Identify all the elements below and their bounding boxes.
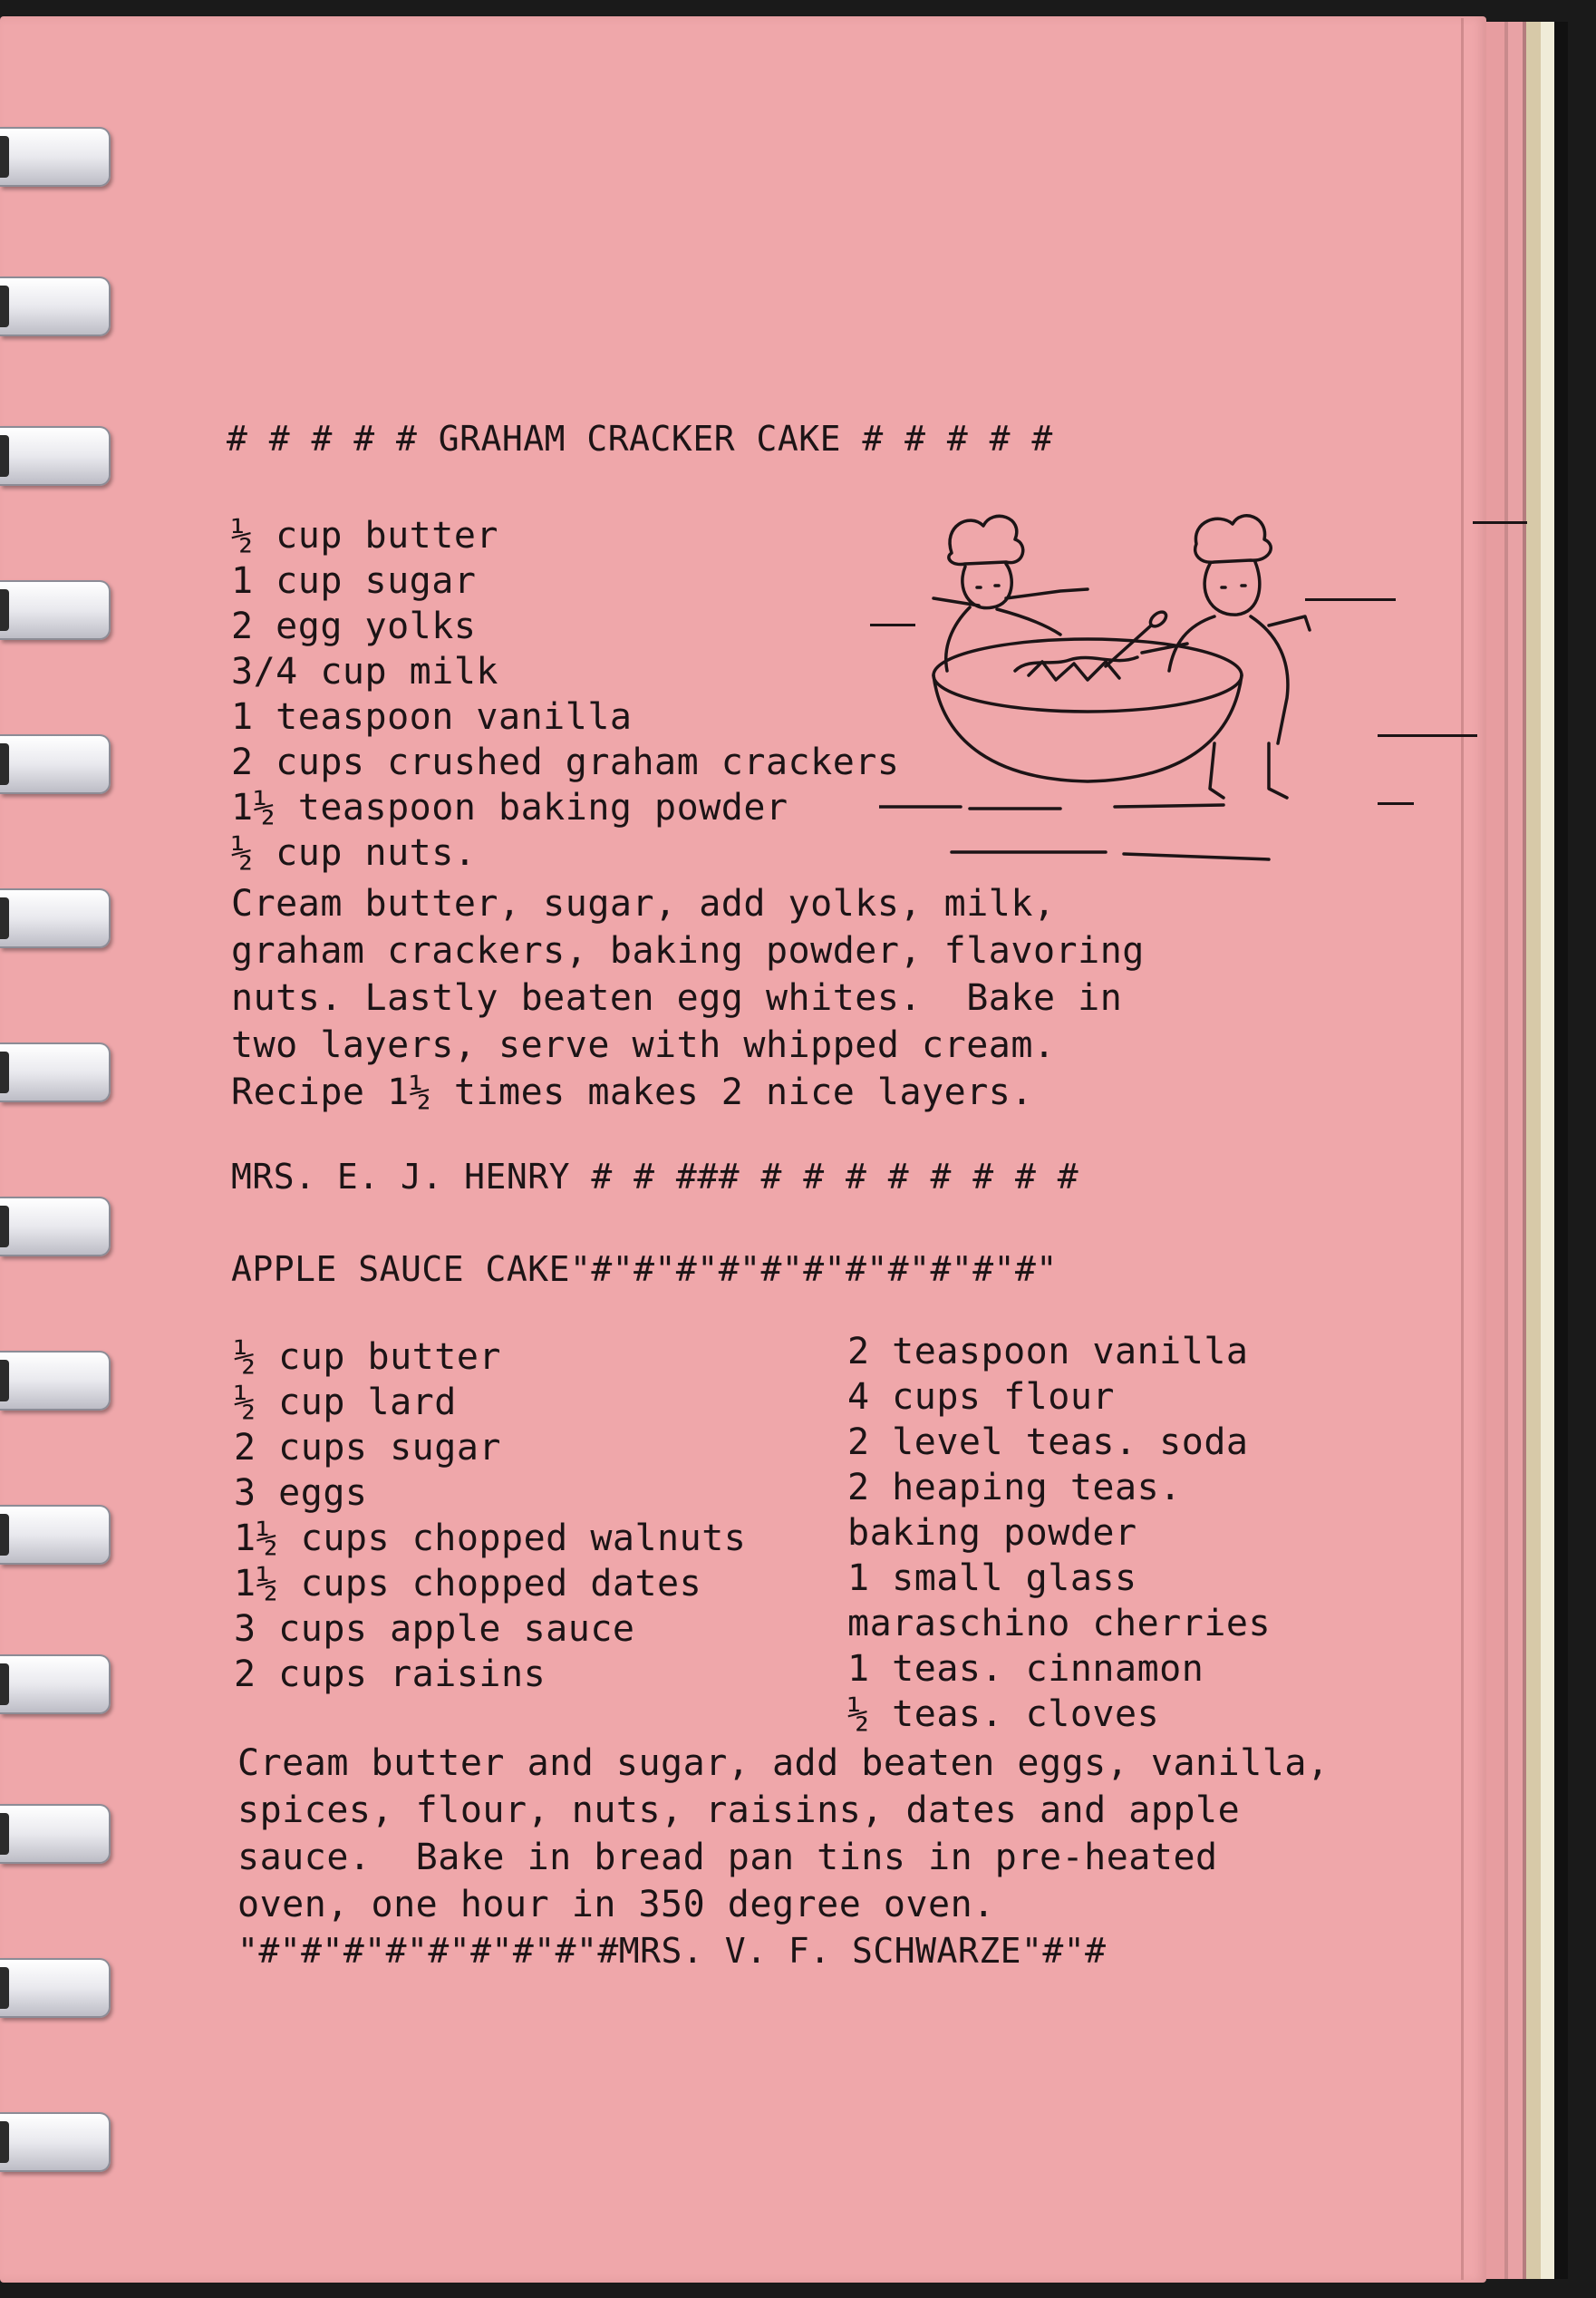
ingredient-line: 3/4 cup milk	[231, 651, 498, 693]
ingredient-line: 2 cups sugar	[234, 1427, 501, 1469]
ingredient-line: 1½ cups chopped walnuts	[234, 1517, 747, 1559]
direction-line: oven, one hour in 350 degree oven.	[237, 1884, 995, 1925]
binding-ring	[0, 426, 111, 486]
ingredient-line: 2 egg yolks	[231, 606, 477, 647]
binding-ring	[0, 2112, 111, 2172]
recipe-title: # # # # # GRAHAM CRACKER CAKE # # # # #	[227, 419, 1053, 459]
ingredient-line: 3 cups apple sauce	[234, 1608, 635, 1650]
recipe-signature: MRS. E. J. HENRY # # ### # # # # # # # #	[231, 1157, 1079, 1197]
ingredient-line: 2 level teas. soda	[847, 1421, 1249, 1463]
ingredient-line: 2 cups raisins	[234, 1653, 547, 1695]
ingredient-line: ½ teas. cloves	[847, 1693, 1160, 1735]
ingredient-line: ½ cup butter	[231, 515, 498, 557]
direction-line: sauce. Bake in bread pan tins in pre-heated	[237, 1837, 1218, 1878]
ingredient-line: 1 teaspoon vanilla	[231, 696, 633, 738]
binding-ring	[0, 1197, 111, 1256]
ingredient-line: maraschino cherries	[847, 1603, 1272, 1644]
ingredient-line: 1 small glass	[847, 1557, 1137, 1599]
direction-line: spices, flour, nuts, raisins, dates and apple	[237, 1789, 1241, 1831]
recipe-signature: "#"#"#"#"#"#"#"#"#MRS. V. F. SCHWARZE"#"#	[237, 1931, 1107, 1971]
ingredient-line: 3 eggs	[234, 1472, 368, 1514]
binding-ring	[0, 127, 111, 187]
direction-line: two layers, serve with whipped cream.	[231, 1024, 1056, 1066]
binding-ring	[0, 1505, 111, 1565]
decorative-line	[1305, 598, 1396, 601]
decorative-line	[1473, 521, 1527, 524]
ingredient-line: 1½ cups chopped dates	[234, 1563, 702, 1605]
ingredient-line: 2 cups crushed graham crackers	[231, 742, 900, 783]
binding-ring	[0, 1654, 111, 1714]
binding-ring	[0, 888, 111, 948]
ingredient-line: 1 cup sugar	[231, 560, 477, 602]
decorative-line	[870, 624, 915, 626]
binding-ring	[0, 580, 111, 640]
direction-line: Cream butter and sugar, add beaten eggs, vanilla,	[237, 1742, 1330, 1784]
direction-line: Cream butter, sugar, add yolks, milk,	[231, 883, 1056, 925]
decorative-line	[1378, 734, 1477, 737]
recipe-title: APPLE SAUCE CAKE"#"#"#"#"#"#"#"#"#"#"#"	[231, 1249, 1058, 1289]
binding-ring	[0, 734, 111, 794]
direction-line: graham crackers, baking powder, flavoring	[231, 930, 1145, 972]
decorative-line	[1378, 802, 1414, 805]
ingredient-line: 4 cups flour	[847, 1376, 1115, 1418]
binding-ring	[0, 1958, 111, 2018]
ingredient-line: 2 teaspoon vanilla	[847, 1331, 1249, 1372]
ingredient-line: ½ cup nuts.	[231, 832, 477, 874]
ingredient-line: ½ cup butter	[234, 1336, 501, 1378]
two-chefs-mixing-bowl-icon	[879, 490, 1423, 870]
direction-line: nuts. Lastly beaten egg whites. Bake in	[231, 977, 1123, 1019]
binding-ring	[0, 276, 111, 336]
direction-line: Recipe 1½ times makes 2 nice layers.	[231, 1071, 1033, 1113]
page-fold	[1461, 18, 1464, 2280]
ingredient-line: 2 heaping teas.	[847, 1467, 1182, 1508]
ingredient-line: ½ cup lard	[234, 1382, 457, 1423]
binding-ring	[0, 1042, 111, 1102]
ingredient-line: 1½ teaspoon baking powder	[231, 787, 788, 829]
binding-ring	[0, 1804, 111, 1864]
binding-ring	[0, 1351, 111, 1411]
ingredient-line: baking powder	[847, 1512, 1137, 1554]
ingredient-line: 1 teas. cinnamon	[847, 1648, 1204, 1690]
page-stack-edges	[1486, 22, 1568, 2279]
